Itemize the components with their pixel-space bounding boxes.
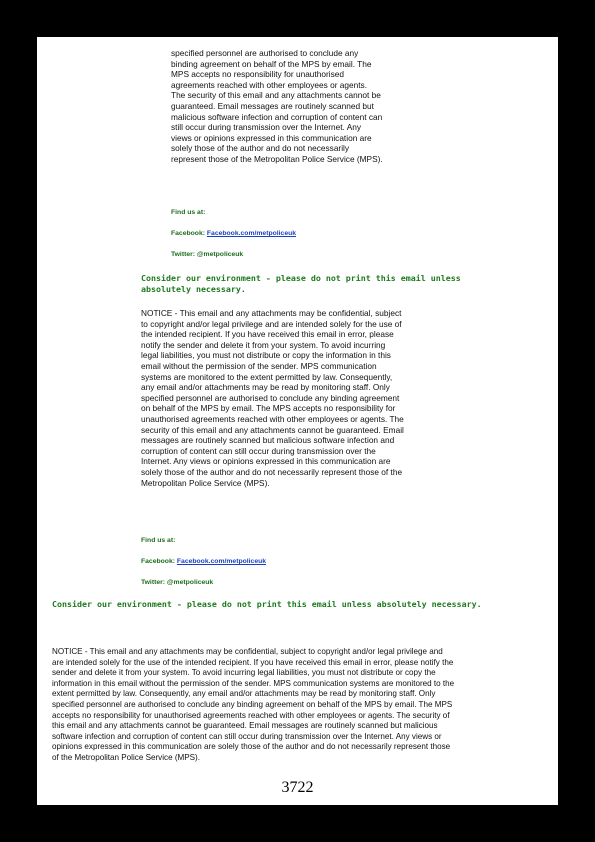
find-us-label: Find us at: [141, 537, 176, 544]
page-number: 3722 [281, 779, 314, 796]
notice-line: still occur during transmission over the Internet. Any [171, 122, 361, 133]
notice-line: solely those of the author and do not necessarily represent those of the [141, 466, 403, 477]
contact-block-2 [141, 536, 175, 547]
notice-line: represent those of the Metropolitan Police Service (MPS). [171, 153, 383, 164]
notice-line: are intended solely for the use of the intended recipient. If you have received this email in error, please notify the [52, 657, 454, 667]
twitter-line-2 [141, 578, 213, 589]
notice-line: malicious software infection and corruption of content can [171, 111, 383, 122]
notice-line: NOTICE - This email and any attachments may be confidential, subject [141, 308, 402, 318]
document-page [37, 37, 558, 805]
notice-line: of the Metropolitan Police Service (MPS). [52, 752, 200, 762]
notice-line: guaranteed. Email messages are routinely scanned but [171, 100, 374, 111]
twitter-handle: Twitter: @metpoliceuk [141, 579, 214, 586]
notice-line: The security of this email and any attachments cannot be [171, 90, 381, 101]
notice-line: email without the permission of the sender. MPS communication [141, 360, 377, 371]
notice-line: Internet. Any views or opinions expressed in this communication are [141, 456, 391, 467]
find-us-label: Find us at: [171, 209, 206, 216]
twitter-handle: Twitter: @metpoliceuk [171, 251, 244, 258]
contact-block-1 [171, 208, 205, 219]
notice-line: sender and delete it from your system. To avoid incurring legal liabilities, you must not distribute or copy the [52, 668, 436, 678]
notice-line: software infection and corruption of content can still occur during transmission over the Internet. Any views or [52, 731, 442, 741]
notice-line: corruption of content can still occur during transmission over the [141, 445, 376, 456]
notice-line: this email and any attachments cannot be guaranteed. Email messages are routinely scanned but malicious [52, 721, 438, 731]
notice-line: MPS accepts no responsibility for unauthorised [171, 69, 344, 80]
notice-line: notify the sender and delete it from your system. To avoid incurring [141, 339, 386, 350]
notice-line: legal liabilities, you must not distribute or copy the information in this [141, 350, 391, 361]
notice-line: agreements reached with other employees or agents. [171, 79, 368, 90]
notice-line: extent permitted by law. Consequently, any email and/or attachments may be read by monitoring staff. Only [52, 689, 436, 699]
facebook-line-2 [141, 557, 266, 568]
environment-line: absolutely necessary. [141, 284, 246, 294]
twitter-line-1 [171, 250, 243, 261]
notice-line: accepts no responsibility for unauthorised agreements reached with other employees or agents. The security of [52, 710, 450, 720]
notice-line: specified personnel are authorised to conclude any binding agreement on behalf of the MPS by email. The MPS [52, 699, 453, 709]
notice-line: opinions expressed in this communication are solely those of the author and do not necessarily represent those [52, 742, 451, 752]
notice-line: NOTICE - This email and any attachments may be confidential, subject to copyright and/or legal privilege and [52, 647, 443, 656]
environment-notice-1 [141, 273, 461, 295]
environment-line: Consider our environment - please do not print this email unless absolutely necessary. [52, 599, 482, 609]
notice-line: solely those of the author and do not necessarily [171, 143, 350, 154]
facebook-label: Facebook: [141, 558, 175, 565]
notice-block-2 [141, 308, 404, 488]
notice-line: security of this email and any attachments cannot be guaranteed. Email [141, 424, 404, 435]
notice-line: on behalf of the MPS by email. The MPS accepts no responsibility for [141, 403, 396, 414]
facebook-label: Facebook: [171, 230, 205, 237]
notice-line: views or opinions expressed in this communication are [171, 132, 372, 143]
notice-block-3 [52, 647, 454, 764]
notice-line: messages are routinely scanned but malicious software infection and [141, 435, 395, 446]
notice-line: binding agreement on behalf of the MPS by email. The [171, 58, 372, 69]
facebook-link[interactable]: Facebook.com/metpoliceuk [206, 230, 297, 237]
notice-line: unauthorised agreements reached with other employees or agents. The [141, 413, 404, 424]
facebook-link[interactable]: Facebook.com/metpoliceuk [176, 558, 267, 565]
notice-line: any email and/or attachments may be read by monitoring staff. Only [141, 382, 390, 393]
notice-line: specified personnel are authorised to conclude any binding agreement [141, 392, 400, 403]
notice-line: specified personnel are authorised to conclude any [171, 48, 359, 58]
notice-line: information in this email without the permission of the sender. MPS communication systems are monitored to the [52, 678, 455, 688]
notice-line: systems are monitored to the extent permitted by law. Consequently, [141, 371, 393, 382]
notice-line: to copyright and/or legal privilege and are intended solely for the use of [141, 318, 402, 329]
facebook-line-1 [171, 229, 296, 240]
notice-line: the intended recipient. If you have received this email in error, please [141, 329, 394, 340]
notice-block-1 [171, 48, 383, 165]
environment-notice-2 [52, 599, 482, 610]
environment-line: Consider our environment - please do not print this email unless [141, 273, 461, 283]
notice-line: Metropolitan Police Service (MPS). [141, 477, 270, 488]
